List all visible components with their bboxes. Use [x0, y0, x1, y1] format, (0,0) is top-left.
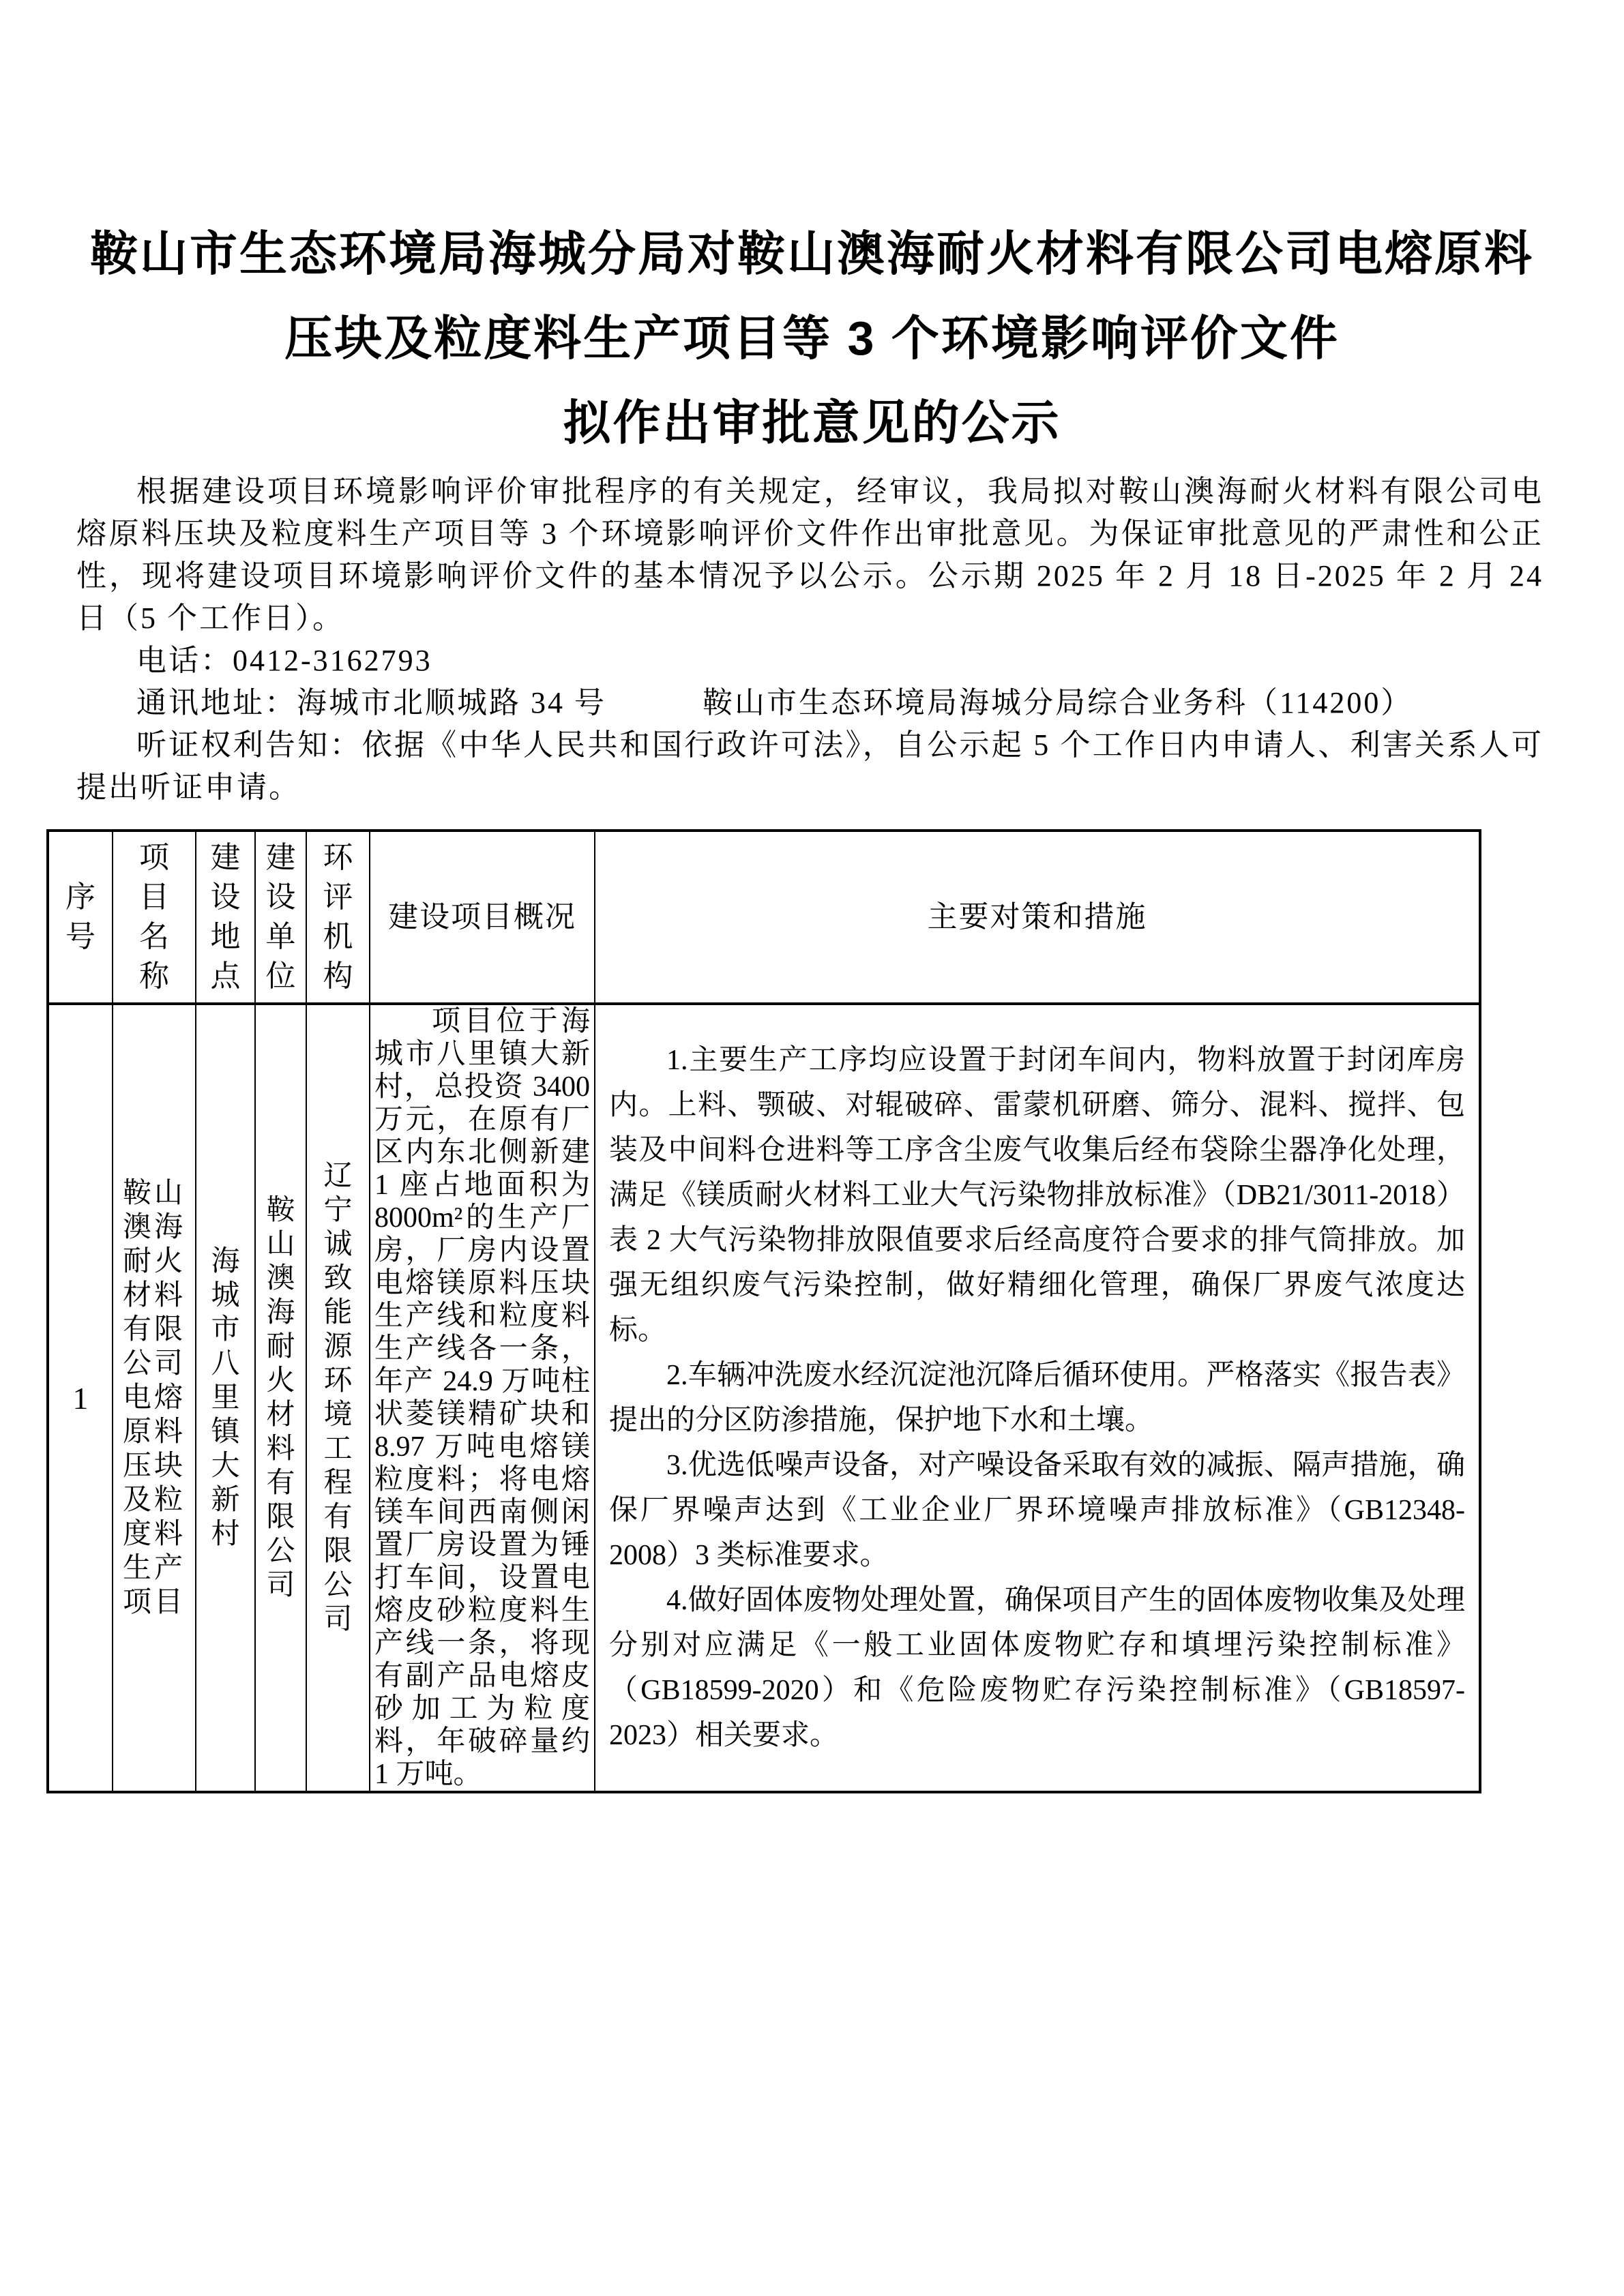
hearing-line: 听证权利告知：依据《中华人民共和国行政许可法》，自公示起 5 个工作日内申请人、利害关系人可提出听证申请。: [76, 728, 1544, 804]
cell-location: 海城市八里镇大新村: [196, 1004, 255, 1792]
projects-table: [46, 829, 1481, 1793]
col-header-overview: 建设项目概况: [370, 831, 595, 1004]
measure-item-2: 2.车辆冲洗废水经沉淀池沉降后循环使用。严格落实《报告表》提出的分区防渗措施，保护地下水和土壤。: [609, 1360, 1465, 1436]
col-header-builder: [255, 831, 306, 1004]
address-line: 通讯地址：海城市北顺城路 34 号 鞍山市生态环境局海城分局综合业务科（114200）: [136, 686, 1413, 719]
col-header-eia-agency: [306, 831, 370, 1004]
doc-title-line-3: 拟作出审批意见的公示: [563, 396, 1061, 449]
cell-measures: [595, 1004, 1480, 1792]
table-header-row: [48, 831, 1480, 1004]
table-row: [48, 1004, 1480, 1792]
intro-section: [76, 471, 1544, 809]
doc-title-line-2: 压块及粒度料生产项目等 3 个环境影响评价文件: [284, 312, 1340, 365]
col-header-seq-label: 序号: [65, 880, 95, 953]
overview-paragraph: 项目位于海城市八里镇大新村，总投资 3400 万元，在原有厂区内东北侧新建 1 座占地面积为 8000m²的生产厂房，厂房内设置电熔镁原料压块生产线和粒度料生产线各一条，年产 24.9 万吨柱状菱镁精矿块和 8.97 万吨电熔镁粒度料；将电熔镁车间西南侧闲置厂房设置为锤打车间，设置电熔皮砂粒度料生产线一条，将现有副产品电熔皮砂加工为粒度料，年破碎量约 1 万吨。: [374, 1006, 590, 1790]
col-header-seq: [48, 831, 113, 1004]
col-header-measures: 主要对策和措施: [595, 831, 1480, 1004]
col-header-location-label: 建设地点: [210, 841, 241, 993]
cell-seq: 1: [48, 1004, 113, 1792]
cell-overview: [370, 1004, 595, 1792]
cell-project-name: 鞍山澳海耐火材料有限公司电熔原料压块及粒度料生产项目: [113, 1004, 196, 1792]
phone-line: 电话：0412-3162793: [136, 644, 432, 677]
intro-paragraph: 根据建设项目环境影响评价审批程序的有关规定，经审议，我局拟对鞍山澳海耐火材料有限公司电熔原料压块及粒度料生产项目等 3 个环境影响评价文件作出审批意见。为保证审批意见的严肃性和公正性，现将建设项目环境影响评价文件的基本情况予以公示。公示期 2025 年 2 月 18 日-2025 年 2 月 24 日（5 个工作日）。: [76, 475, 1544, 635]
measure-item-1: 1.主要生产工序均应设置于封闭车间内，物料放置于封闭库房内。上料、颚破、对辊破碎、雷蒙机研磨、筛分、混料、搅拌、包装及中间料仓进料等工序含尘废气收集后经布袋除尘器净化处理，满足《镁质耐火材料工业大气污染物排放标准》（DB21/3011-2018）表 2 大气污染物排放限值要求后经高度符合要求的排气筒排放。加强无组织废气污染控制，做好精细化管理，确保厂界废气浓度达标。: [609, 1045, 1465, 1346]
col-header-project-name-label: 项目名称: [138, 841, 169, 993]
col-header-project-name: [113, 831, 196, 1004]
measure-item-4: 4.做好固体废物处理处置，确保项目产生的固体废物收集及处理分别对应满足《一般工业固体废物贮存和填埋污染控制标准》（GB18599-2020）和《危险废物贮存污染控制标准》（GB18597-2023）相关要求。: [609, 1585, 1465, 1751]
cell-builder: 鞍山澳海耐火材料有限公司: [255, 1004, 306, 1792]
doc-title-line-1: 鞍山市生态环境局海城分局对鞍山澳海耐火材料有限公司电熔原料: [90, 227, 1534, 280]
col-header-eia-agency-label: 环评机构: [323, 841, 353, 993]
col-header-builder-label: 建设单位: [265, 841, 296, 993]
doc-title: [38, 0, 1586, 465]
measure-item-3: 3.优选低噪声设备，对产噪设备采取有效的减振、隔声措施，确保厂界噪声达到《工业企业厂界环境噪声排放标准》（GB12348-2008）3 类标准要求。: [609, 1450, 1465, 1571]
cell-eia-agency: 辽宁诚致能源环境工程有限公司: [306, 1004, 370, 1792]
col-header-location: [196, 831, 255, 1004]
